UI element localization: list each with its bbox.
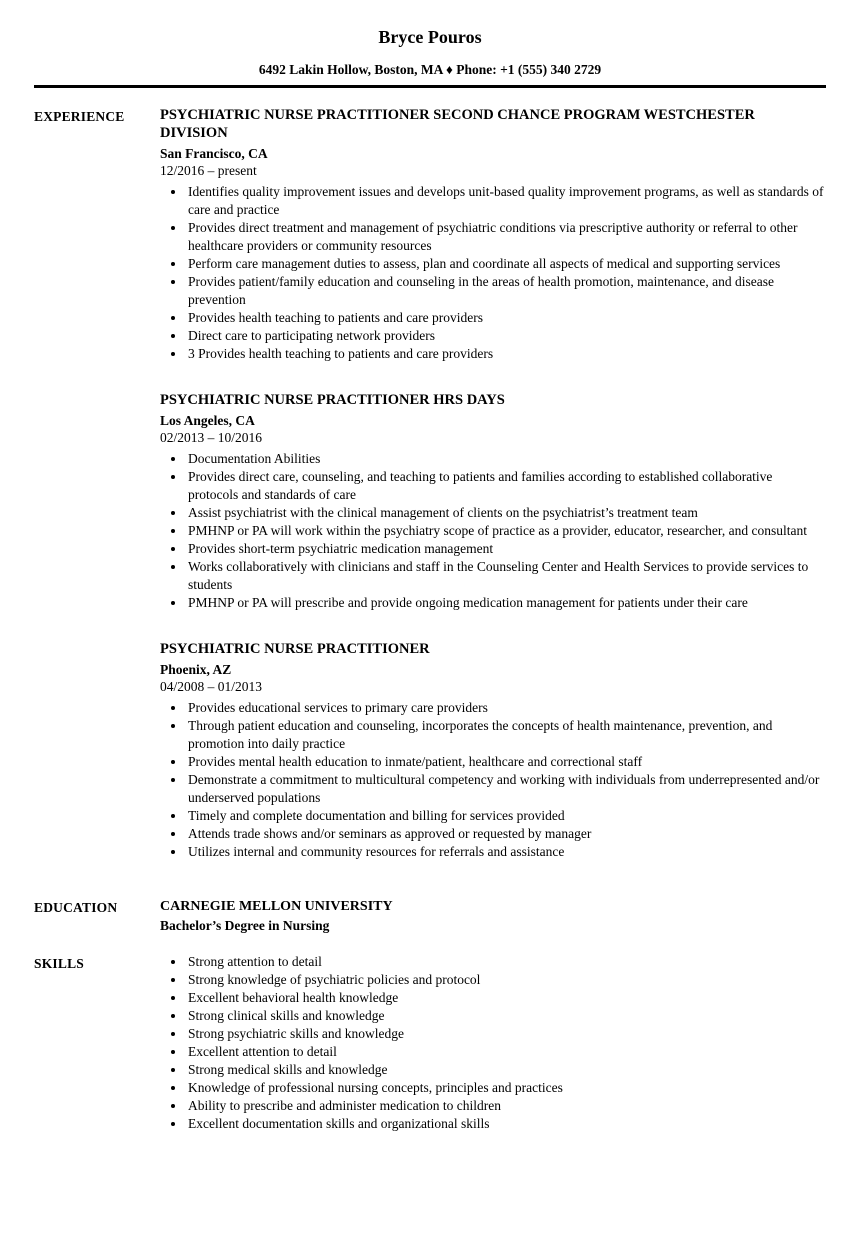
job-entry: [160, 640, 826, 861]
skills-section-content: [160, 953, 826, 1133]
bullet-item: • Provides direct treatment and management of psychiatric conditions via prescriptive authority or referral to other healthcare providers or community resources: [186, 219, 826, 255]
bullet-item: • Through patient education and counseling, incorporates the concepts of health maintenance, prevention, and promotion into daily practice: [186, 717, 826, 753]
skills-section: [34, 953, 826, 1133]
bullet-list: [160, 450, 826, 612]
bullet-item: • Provides educational services to primary care providers: [186, 699, 826, 717]
skill-item: • Strong knowledge of psychiatric policies and protocol: [186, 971, 826, 989]
job-location: Los Angeles, CA: [160, 413, 255, 428]
bullet-item: • Provides short-term psychiatric medication management: [186, 540, 826, 558]
bullet-list: [160, 183, 826, 363]
skill-item: • Strong attention to detail: [186, 953, 826, 971]
experience-section-label: EXPERIENCE: [34, 109, 125, 124]
skill-item: • Excellent documentation skills and organizational skills: [186, 1115, 826, 1133]
bullet-item: • Provides direct care, counseling, and teaching to patients and families according to established collaborative protocols and standards of care: [186, 468, 826, 504]
job-dates: 04/2008 – 01/2013: [160, 679, 263, 694]
bullet-item: • Perform care management duties to assess, plan and coordinate all aspects of medical and supporting services: [186, 255, 826, 273]
bullet-list: [160, 953, 826, 1133]
bullet-item: • PMHNP or PA will prescribe and provide ongoing medication management for patients under their care: [186, 594, 826, 612]
header-divider: [34, 85, 826, 88]
job-location: Phoenix, AZ: [160, 662, 232, 677]
job-location: San Francisco, CA: [160, 146, 268, 161]
contact-line: 6492 Lakin Hollow, Boston, MA ♦ Phone: +1 (555) 340 2729: [258, 62, 602, 77]
experience-section-content: [160, 106, 826, 861]
candidate-name: Bryce Pouros: [378, 27, 482, 47]
job-title: PSYCHIATRIC NURSE PRACTITIONER SECOND CHANCE PROGRAM WESTCHESTER DIVISION: [160, 107, 755, 141]
skill-item: • Strong medical skills and knowledge: [186, 1061, 826, 1079]
job-entry: [160, 391, 826, 612]
bullet-list: [160, 699, 826, 861]
education-degree: Bachelor’s Degree in Nursing: [160, 918, 330, 933]
skill-item: • Strong clinical skills and knowledge: [186, 1007, 826, 1025]
bullet-item: • Provides patient/family education and counseling in the areas of health promotion, maintenance, and disease prevention: [186, 273, 826, 309]
job-title: PSYCHIATRIC NURSE PRACTITIONER: [160, 641, 430, 657]
job-title: PSYCHIATRIC NURSE PRACTITIONER HRS DAYS: [160, 392, 505, 408]
education-section-label: EDUCATION: [34, 900, 118, 915]
job-dates: 12/2016 – present: [160, 163, 257, 178]
job-entry: [160, 106, 826, 363]
job-dates: 02/2013 – 10/2016: [160, 430, 263, 445]
bullet-item: • Assist psychiatrist with the clinical management of clients on the psychiatrist’s treatment team: [186, 504, 826, 522]
skill-item: • Excellent attention to detail: [186, 1043, 826, 1061]
bullet-item: • Provides mental health education to inmate/patient, healthcare and correctional staff: [186, 753, 826, 771]
skill-item: • Knowledge of professional nursing concepts, principles and practices: [186, 1079, 826, 1097]
bullet-item: • Utilizes internal and community resources for referrals and assistance: [186, 843, 826, 861]
bullet-item: • Works collaboratively with clinicians and staff in the Counseling Center and Health Services to provide services to students: [186, 558, 826, 594]
bullet-item: • Demonstrate a commitment to multicultural competency and working with individuals from underrepresented and/or underserved populations: [186, 771, 826, 807]
education-section-content: [160, 897, 826, 935]
bullet-item: • PMHNP or PA will work within the psychiatry scope of practice as a provider, educator, researcher, and consultant: [186, 522, 826, 540]
bullet-item: • Identifies quality improvement issues and develops unit-based quality improvement programs, as well as standards of care and practice: [186, 183, 826, 219]
bullet-item: • Documentation Abilities: [186, 450, 826, 468]
skill-item: • Ability to prescribe and administer medication to children: [186, 1097, 826, 1115]
skills-section-label: SKILLS: [34, 956, 84, 971]
bullet-item: • Provides health teaching to patients and care providers: [186, 309, 826, 327]
bullet-item: • Timely and complete documentation and billing for services provided: [186, 807, 826, 825]
skill-item: • Excellent behavioral health knowledge: [186, 989, 826, 1007]
education-school: CARNEGIE MELLON UNIVERSITY: [160, 899, 393, 914]
bullet-item: • 3 Provides health teaching to patients and care providers: [186, 345, 826, 363]
bullet-item: • Attends trade shows and/or seminars as approved or requested by manager: [186, 825, 826, 843]
education-section: [34, 897, 826, 935]
experience-section: [34, 106, 826, 861]
bullet-item: • Direct care to participating network providers: [186, 327, 826, 345]
skill-item: • Strong psychiatric skills and knowledge: [186, 1025, 826, 1043]
